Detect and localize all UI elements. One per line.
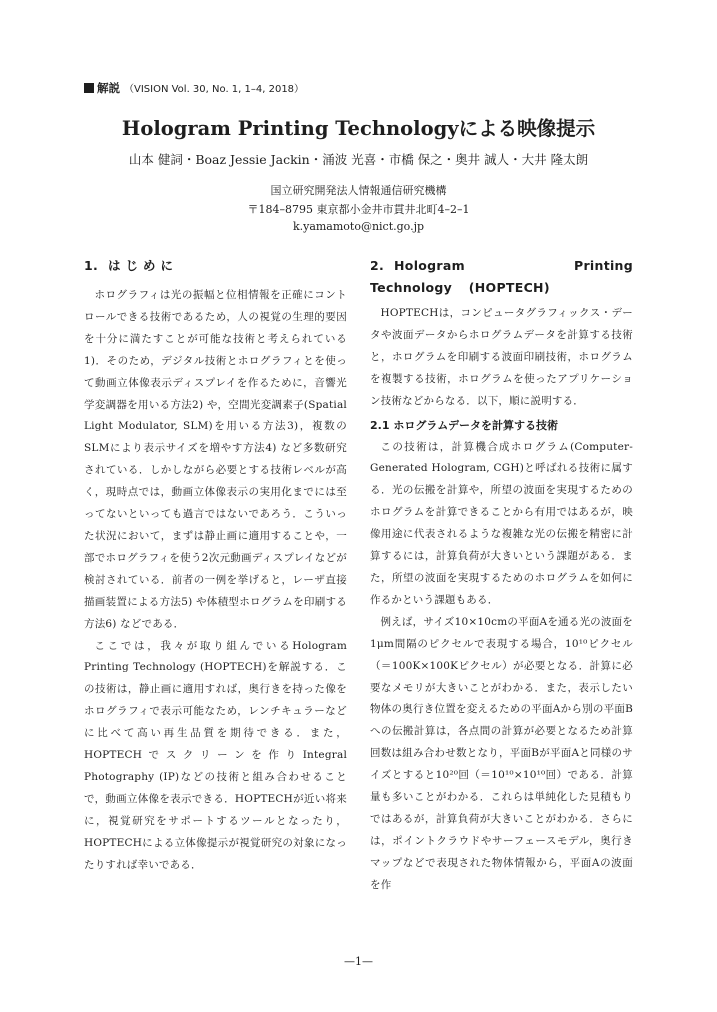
body-paragraph: この技術は，計算機合成ホログラム(Computer-Generated Hologram, CGH)と呼ばれる技術に属する．光の伝搬を計算や，所望の波面を実現するためのホログラムを計算できることから有用ではあるが，映像用途に代表されるような複雑な光の伝搬を精密に計算するには，計算負荷が大きいという課題がある．また，所望の波面を実現するためのホログラムを如何に作るかという課題もある． xyxy=(370,440,633,606)
affiliation-institution: 国立研究開発法人情報通信研究機構 xyxy=(270,184,447,197)
affiliation-email: k.yamamoto@nict.go.jp xyxy=(292,220,425,233)
article-type-label: 解説 xyxy=(97,81,120,95)
article-kicker xyxy=(84,80,304,96)
article-title: Hologram Printing Technologyによる映像提示 xyxy=(121,117,596,140)
section-heading-hoptech xyxy=(370,255,633,299)
section-title: はじめに xyxy=(108,258,179,273)
section-heading-introduction xyxy=(84,255,347,277)
body-paragraph: ここでは，我々が取り組んでいるHologram Printing Technology (HOPTECH)を解説する．この技術は，静止画に適用すれば，奥行きを持った像をホログラフィで表示可能なため，レンチキュラーなどに比べて高い再生品質を期待できる．また，HOPTECHでスクリーンを作りIntegral Photography (IP)などの技術と組み合わせることで，動画立体像を表示できる．HOPTECHが近い将来に，視覚研究をサポートするツールとなったり，HOPTECHによる立体像提示が視覚研究の対象になったりすれば幸いである． xyxy=(84,639,347,871)
body-paragraph: HOPTECHは，コンピュータグラフィックス・データや波面データからホログラムデータを計算する技術と，ホログラムを印刷する波面印刷技術，ホログラムを複製する技術，ホログラムを使ったアプリケーション技術などからなる．以下，順に説明する． xyxy=(370,307,633,407)
subsection-heading: 2.1 ホログラムデータを計算する技術 xyxy=(370,418,558,432)
section-number: 1. xyxy=(84,258,99,273)
page-number: —1— xyxy=(344,955,373,968)
author-list: 山本 健詞・Boaz Jessie Jackin・涌波 光喜・市橋 保之・奥井 誠人・大井 隆太朗 xyxy=(128,152,589,167)
body-paragraph: 例えば，サイズ10×10cmの平面Aを通る光の波面を1μm間隔のピクセルで表現する場合，10¹⁰ピクセル（＝100K×100Kピクセル）が必要となる．計算に必要なメモリが大きいことがわかる．また，表示したい物体の奥行き位置を変えるための平面Aから別の平面Bへの伝搬計算は，各点間の計算が必要となるため計算回数は組み合わせ数となり，平面Bが平面Aと同様のサイズとすると10²⁰回（＝10¹⁰×10¹⁰回）である．計算量も多いことがわかる．これらは単純化した見積もりではあるが，計算負荷が大きいことがわかる．さらには，ポイントクラウドやサーフェースモデル，奥行きマップなどで表現された物体情報から，平面Aの波面を作 xyxy=(370,615,633,891)
left-column xyxy=(84,255,347,876)
body-paragraph: ホログラフィは光の振幅と位相情報を正確にコントロールできる技術であるため，人の視覚の生理的要因を十分に満たすことが可能な技術と考えられている1)．そのため，デジタル技術とホログラフィとを使って動画立体像表示ディスプレイを作るために，音響光学変調器を用いる方法2) や，空間光変調素子(Spatial Light Modulator, SLM)を用いる方法3)，複数のSLMにより表示サイズを増やす方法4) など多数研究されている．しかしながら必要とする技術レベルが高く，現時点では，動画立体像表示の実用化までには至ってないといっても過言ではないであろう．こういった状況において，まずは静止画に適用することや，一部でホログラフィを使う2次元動画ディスプレイなどが検討されている．前者の一例を挙げると，レーザ直接描画装置による方法5) や体積型ホログラムを印刷する方法6) などである． xyxy=(84,289,347,630)
section-number: 2. xyxy=(370,258,385,273)
right-column xyxy=(370,255,633,897)
journal-citation: （VISION Vol. 30, No. 1, 1–4, 2018） xyxy=(124,84,305,95)
section-title: Hologram Printing Technology (HOPTECH) xyxy=(370,258,633,295)
square-bullet-icon xyxy=(84,83,94,93)
affiliation-address: 〒184–8795 東京都小金井市貫井北町4–2–1 xyxy=(247,203,470,216)
